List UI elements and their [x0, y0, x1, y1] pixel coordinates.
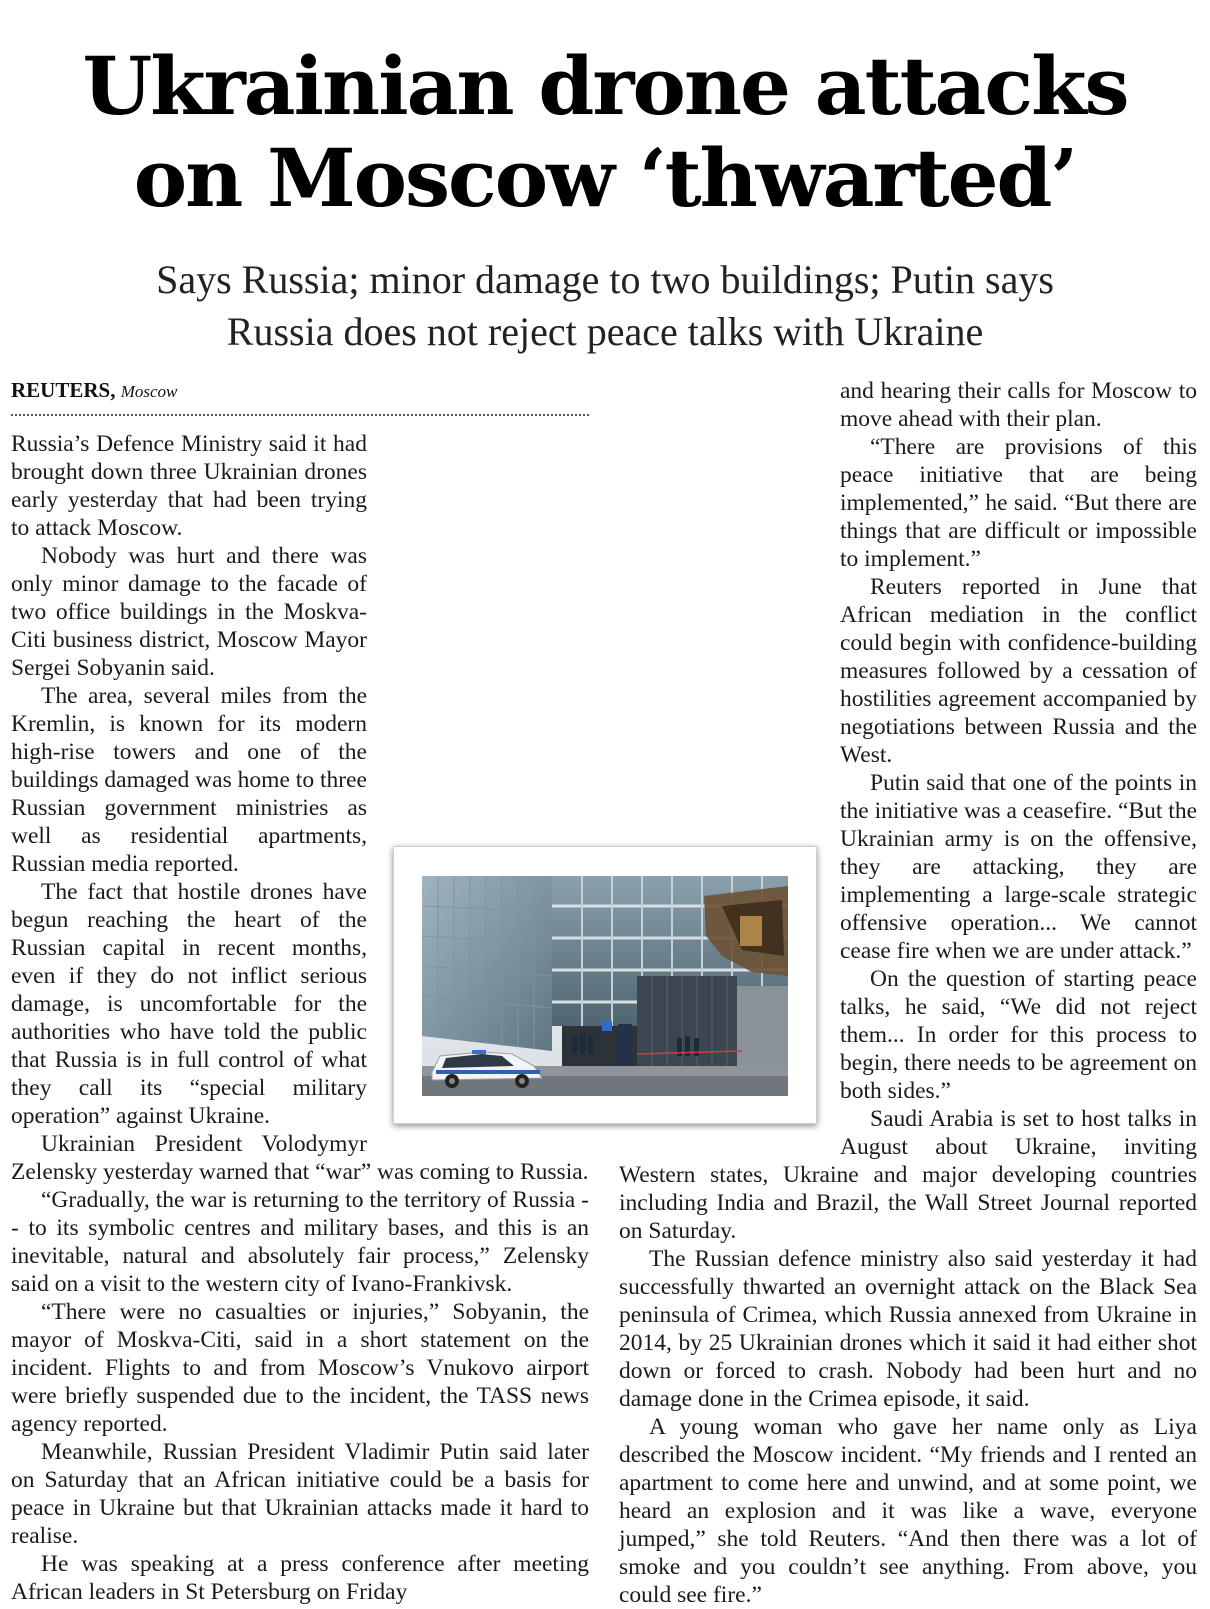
headline-line-1: Ukrainian drone attacks	[82, 39, 1128, 133]
paragraph: “There are provisions of this peace initiative that are being implemented,” he said. “But there are things that are difficult or impossible to implement.”	[840, 434, 1197, 572]
paragraph: Putin said that one of the points in the initiative was a ceasefire. “But the Ukrainian army is on the offensive, they are attacking, they are implementing a large-scale strategic offensive operation... We cannot cease fire when we are under attack.”	[840, 770, 1197, 964]
paragraph: “Gradually, the war is returning to the territory of Russia -- to its symbolic centres and military bases, and this is an inevitable, natural and absolutely fair process,” Zelensky said on a visit to the western city of Ivano-Frankivsk.	[11, 1187, 589, 1297]
paragraph: Meanwhile, Russian President Vladimir Putin said later on Saturday that an African initiative could be a basis for peace in Ukraine but that Ukrainian attacks made it hard to realise.	[11, 1439, 589, 1549]
subheadline	[0, 254, 1210, 358]
byline	[11, 376, 589, 416]
paragraph: Nobody was hurt and there was only minor damage to the facade of two office buildings in the Moskva-Citi business district, Moscow Mayor Sergei Sobyanin said.	[11, 543, 367, 681]
paragraph: Russia’s Defence Ministry said it had brought down three Ukrainian drones early yesterday that had been trying to attack Moscow.	[11, 431, 367, 541]
news-photo	[393, 846, 817, 1124]
paragraph: The Russian defence ministry also said yesterday it had successfully thwarted an overnight attack on the Black Sea peninsula of Crimea, which Russia annexed from Ukraine in 2014, by 25 Ukrainian drones which it said it had either shot down or forced to crash. Nobody had been hurt and no damage done in the Crimea episode, it said.	[619, 1246, 1197, 1412]
headline-line-2: on Moscow ‘thwarted’	[133, 131, 1077, 225]
paragraph: A young woman who gave her name only as Liya described the Moscow incident. “My friends and I rented an apartment to come here and unwind, and at some point, we heard an explosion and it was like a wave, everyone jumped,” she told Reuters. “And then there was a lot of smoke and you couldn’t see anything. From above, you could see fire.”	[619, 1414, 1197, 1608]
paragraph: Ukrainian President Volodymyr Zelensky yesterday warned that “war” was coming to Russia.	[11, 1131, 589, 1185]
subhead-line-2: Russia does not reject peace talks with Ukraine	[226, 309, 984, 354]
byline-city: Moscow	[120, 382, 178, 401]
paragraph: The area, several miles from the Kremlin, is known for its modern high-rise towers and one of the buildings damaged was home to three Russian government ministries as well as residential apartments, Russian media reported.	[11, 683, 367, 877]
paragraph: Saudi Arabia is set to host talks in August about Ukraine, inviting Western states, Ukraine and major developing countries including India and Brazil, the Wall Street Journal reported on Saturday.	[619, 1106, 1197, 1244]
subhead-line-1: Says Russia; minor damage to two buildings; Putin says	[156, 257, 1054, 302]
paragraph: On the question of starting peace talks, he said, “We did not reject them... In order for this process to begin, there needs to be agreement on both sides.”	[840, 966, 1197, 1104]
paragraph: “There were no casualties or injuries,” Sobyanin, the mayor of Moskva-Citi, said in a short statement on the incident. Flights to and from Moscow’s Vnukovo airport were briefly suspended due to the incident, the TASS news agency reported.	[11, 1299, 589, 1437]
paragraph: He was speaking at a press conference after meeting African leaders in St Petersburg on Friday	[11, 1551, 589, 1605]
byline-agency: REUTERS,	[11, 378, 116, 402]
paragraph: The fact that hostile drones have begun reaching the heart of the Russian capital in recent months, even if they do not inflict serious damage, is uncomfortable for the authorities who have told the public that Russia is in full control of what they call its “special military operation” against Ukraine.	[11, 879, 367, 1129]
damaged-building-photo	[422, 876, 788, 1096]
paragraph: and hearing their calls for Moscow to move ahead with their plan.	[840, 378, 1197, 432]
paragraph: Reuters reported in June that African mediation in the conflict could begin with confidence-building measures followed by a cessation of hostilities agreement accompanied by negotiations between Russia and the West.	[840, 574, 1197, 768]
headline	[0, 40, 1210, 224]
